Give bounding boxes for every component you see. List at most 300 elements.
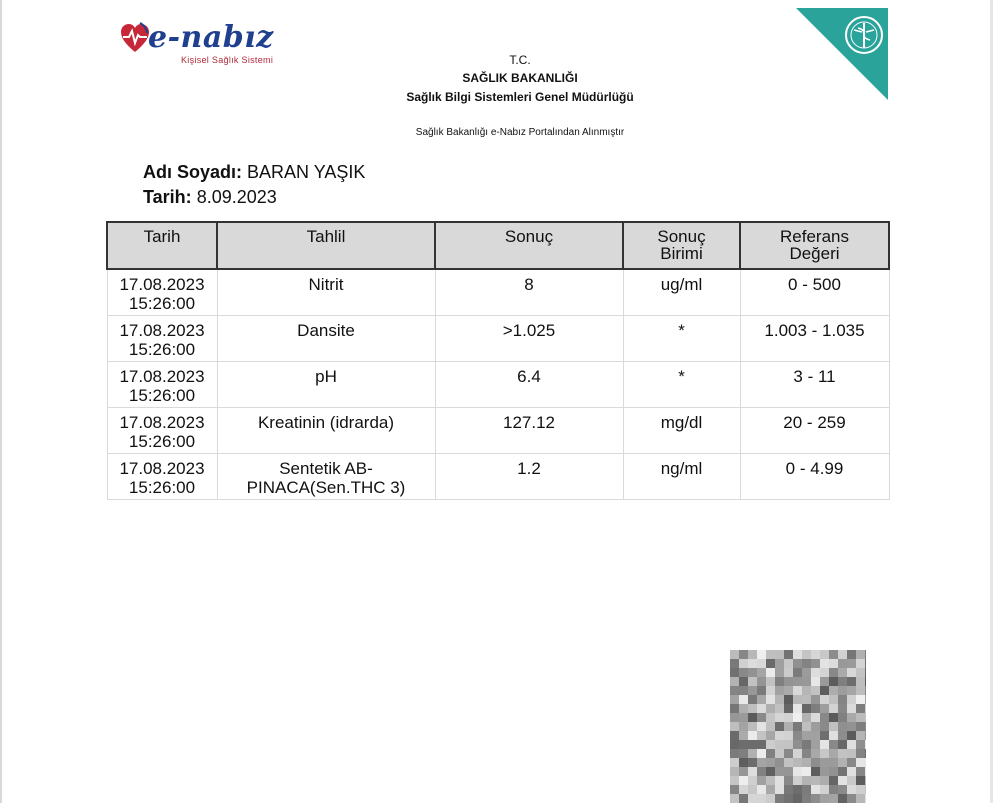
qr-pixel [757,758,766,767]
qr-pixel [802,659,811,668]
qr-pixel [811,758,820,767]
qr-pixel [739,695,748,704]
qr-pixel [856,740,865,749]
qr-pixel [811,767,820,776]
qr-pixel [856,650,865,659]
qr-pixel [748,767,757,776]
qr-pixel [793,785,802,794]
qr-pixel [820,722,829,731]
qr-pixel [856,686,865,695]
qr-pixel [811,704,820,713]
patient-name: BARAN YAŞIK [247,162,366,182]
qr-pixel [829,731,838,740]
qr-pixel [748,740,757,749]
cell-test: Nitrit [217,269,435,316]
qr-pixel [847,749,856,758]
qr-pixel [739,722,748,731]
qr-pixel [748,785,757,794]
qr-pixel [766,677,775,686]
qr-pixel [811,785,820,794]
patient-date: 8.09.2023 [196,187,277,207]
table-row [107,408,889,454]
qr-pixel [829,740,838,749]
qr-pixel [748,668,757,677]
table-row [107,454,889,500]
qr-pixel [856,695,865,704]
qr-pixel [793,767,802,776]
qr-pixel [775,695,784,704]
qr-pixel [838,686,847,695]
qr-pixel [802,668,811,677]
qr-pixel [811,740,820,749]
qr-pixel [865,668,866,677]
qr-pixel [829,785,838,794]
qr-pixel [838,668,847,677]
qr-pixel [838,695,847,704]
qr-pixel [766,650,775,659]
qr-pixel [820,695,829,704]
qr-pixel [775,758,784,767]
qr-pixel [793,686,802,695]
qr-pixel [829,659,838,668]
qr-pixel [766,695,775,704]
qr-pixel [811,677,820,686]
qr-pixel [847,686,856,695]
cell-result: 6.4 [435,362,623,408]
cell-reference: 1.003 - 1.035 [740,316,889,362]
qr-pixel [811,686,820,695]
qr-pixel [820,758,829,767]
cell-date: 17.08.2023 15:26:00 [107,316,217,362]
qr-pixel [775,785,784,794]
qr-pixel [730,677,739,686]
qr-pixel [739,749,748,758]
qr-pixel [757,713,766,722]
qr-pixel [838,704,847,713]
qr-pixel [757,659,766,668]
qr-pixel [775,668,784,677]
qr-pixel [865,758,866,767]
cell-test: Sentetik AB- PINACA(Sen.THC 3) [217,454,435,500]
cell-unit: ug/ml [623,269,740,316]
qr-pixel [829,713,838,722]
logo-tagline: Kişisel Sağlık Sistemi [181,55,274,65]
qr-pixel [847,650,856,659]
qr-pixel [847,668,856,677]
qr-pixel [748,650,757,659]
qr-pixel [847,695,856,704]
qr-pixel [793,677,802,686]
qr-pixel [766,713,775,722]
qr-pixel [802,749,811,758]
qr-pixel [847,713,856,722]
cell-date: 17.08.2023 15:26:00 [107,269,217,316]
cell-date: 17.08.2023 15:26:00 [107,454,217,500]
qr-pixel [820,677,829,686]
qr-pixel [757,668,766,677]
qr-pixel [802,722,811,731]
qr-pixel [775,740,784,749]
qr-pixel [730,785,739,794]
qr-pixel [802,758,811,767]
qr-pixel [820,785,829,794]
qr-pixel [730,695,739,704]
qr-pixel [757,677,766,686]
qr-pixel [856,785,865,794]
qr-pixel [757,650,766,659]
qr-pixel [811,668,820,677]
qr-pixel [865,695,866,704]
cell-unit: * [623,362,740,408]
qr-pixel [784,758,793,767]
qr-pixel [838,776,847,785]
qr-pixel [793,695,802,704]
header-directorate: Sağlık Bilgi Sistemleri Genel Müdürlüğü [406,90,634,104]
qr-pixel [811,695,820,704]
qr-pixel [730,740,739,749]
qr-pixel [730,758,739,767]
qr-pixel [757,740,766,749]
qr-pixel [784,704,793,713]
qr-pixel [757,785,766,794]
qr-pixel [748,704,757,713]
qr-pixel [838,794,847,803]
qr-pixel [730,713,739,722]
qr-pixel [847,767,856,776]
qr-pixel [730,686,739,695]
qr-pixel [766,731,775,740]
qr-pixel [775,767,784,776]
qr-pixel [829,650,838,659]
qr-pixel [775,776,784,785]
qr-pixel [784,740,793,749]
qr-pixel [829,758,838,767]
qr-pixel [766,767,775,776]
qr-pixel [757,776,766,785]
qr-pixel [784,776,793,785]
qr-pixel [766,659,775,668]
qr-pixel [811,713,820,722]
qr-pixel [856,767,865,776]
qr-pixel [829,722,838,731]
qr-pixel [766,740,775,749]
qr-pixel [838,749,847,758]
qr-pixel [856,659,865,668]
qr-pixel [865,749,866,758]
cell-unit: * [623,316,740,362]
qr-pixel [784,695,793,704]
qr-pixel [739,785,748,794]
qr-pixel [865,785,866,794]
page-edge-left [0,0,2,803]
qr-pixel [793,758,802,767]
qr-pixel [820,740,829,749]
qr-pixel [811,722,820,731]
qr-pixel [856,668,865,677]
qr-pixel [766,722,775,731]
qr-pixel [865,776,866,785]
qr-pixel [820,650,829,659]
qr-pixel [739,668,748,677]
qr-pixel [847,722,856,731]
qr-pixel [802,686,811,695]
heart-pulse-icon [120,21,150,55]
qr-pixel [793,776,802,785]
qr-pixel [838,758,847,767]
qr-pixel [802,776,811,785]
qr-pixel [748,758,757,767]
qr-pixel [757,686,766,695]
cell-test: Kreatinin (idrarda) [217,408,435,454]
qr-pixel [838,722,847,731]
qr-pixel [730,731,739,740]
qr-pixel [748,677,757,686]
qr-pixel [838,767,847,776]
qr-pixel [757,695,766,704]
qr-pixel [739,686,748,695]
cell-unit: ng/ml [623,454,740,500]
header-tc: T.C. [509,53,531,67]
qr-pixel [757,704,766,713]
qr-pixel [793,659,802,668]
cell-reference: 20 - 259 [740,408,889,454]
qr-pixel [766,758,775,767]
qr-pixel [847,659,856,668]
qr-pixel [865,731,866,740]
qr-pixel [838,731,847,740]
qr-pixel [775,794,784,803]
qr-pixel [802,731,811,740]
qr-pixel [739,740,748,749]
qr-pixel [775,749,784,758]
qr-pixel [847,794,856,803]
patient-name-label: Adı Soyadı: [143,162,243,182]
qr-pixel [865,767,866,776]
cell-reference: 0 - 500 [740,269,889,316]
qr-pixel [847,785,856,794]
qr-pixel [811,659,820,668]
qr-pixel [739,758,748,767]
cell-unit: mg/dl [623,408,740,454]
qr-pixel [838,785,847,794]
qr-pixel [829,767,838,776]
qr-pixel [865,650,866,659]
qr-pixel [802,767,811,776]
qr-pixel [856,776,865,785]
qr-pixel [829,677,838,686]
qr-pixel [811,731,820,740]
qr-pixel [784,650,793,659]
qr-pixel [820,704,829,713]
qr-pixel [739,677,748,686]
qr-pixel [739,704,748,713]
qr-pixel [784,686,793,695]
header-ministry: SAĞLIK BAKANLIĞI [462,71,578,85]
qr-pixel [811,776,820,785]
qr-pixel [811,749,820,758]
qr-pixel [766,686,775,695]
table-row [107,362,889,408]
qr-pixel [784,722,793,731]
table-row [107,316,889,362]
qr-pixel [820,749,829,758]
qr-pixel [856,749,865,758]
qr-pixel [865,659,866,668]
qr-pixel [775,713,784,722]
qr-pixel [829,704,838,713]
cell-date: 17.08.2023 15:26:00 [107,362,217,408]
qr-pixel [748,713,757,722]
qr-pixel [766,704,775,713]
qr-pixel [838,740,847,749]
qr-pixel [757,794,766,803]
qr-pixel [847,758,856,767]
cell-reference: 0 - 4.99 [740,454,889,500]
qr-pixel [730,776,739,785]
qr-pixel [838,677,847,686]
qr-pixel [748,722,757,731]
qr-pixel [730,767,739,776]
qr-pixel [730,749,739,758]
qr-pixel [730,668,739,677]
qr-pixel [865,704,866,713]
qr-pixel [775,650,784,659]
qr-pixel [793,794,802,803]
column-header-test: Tahlil [217,222,435,269]
qr-pixel [838,713,847,722]
qr-pixel [766,749,775,758]
qr-pixel [775,677,784,686]
qr-pixel [793,704,802,713]
qr-pixel [820,794,829,803]
logo-brand-text: e-nabız [148,20,274,55]
qr-pixel [847,677,856,686]
qr-pixel [766,668,775,677]
cell-reference: 3 - 11 [740,362,889,408]
qr-pixel [757,767,766,776]
qr-pixel [775,704,784,713]
qr-pixel [856,677,865,686]
qr-pixel [793,722,802,731]
column-header-reference: Referans Değeri [740,222,889,269]
lab-results-table [106,221,890,500]
qr-pixel [847,740,856,749]
qr-pixel [829,668,838,677]
qr-pixel [784,767,793,776]
qr-pixel [793,731,802,740]
qr-pixel [802,677,811,686]
qr-pixel [802,695,811,704]
cell-date: 17.08.2023 15:26:00 [107,408,217,454]
qr-pixel [784,713,793,722]
qr-pixel [793,749,802,758]
qr-pixel [766,776,775,785]
qr-pixel [793,740,802,749]
qr-pixel [856,704,865,713]
qr-pixel [748,686,757,695]
cell-result: 8 [435,269,623,316]
qr-pixel [847,776,856,785]
qr-pixel [865,722,866,731]
qr-pixel [748,659,757,668]
qr-pixel [829,686,838,695]
qr-pixel [820,668,829,677]
qr-pixel [766,794,775,803]
qr-pixel [730,650,739,659]
qr-pixel [802,740,811,749]
qr-pixel [757,731,766,740]
qr-pixel [847,731,856,740]
qr-pixel [793,650,802,659]
qr-pixel [775,731,784,740]
patient-name-line [143,162,365,183]
qr-pixel [802,704,811,713]
qr-pixel [829,776,838,785]
qr-pixel [784,731,793,740]
qr-pixel [757,722,766,731]
qr-pixel [802,713,811,722]
qr-code-icon [730,650,866,803]
qr-pixel [865,677,866,686]
qr-pixel [802,650,811,659]
qr-pixel [793,668,802,677]
qr-pixel [739,659,748,668]
qr-pixel [811,794,820,803]
qr-pixel [775,659,784,668]
qr-pixel [865,713,866,722]
qr-pixel [856,731,865,740]
qr-pixel [865,686,866,695]
qr-pixel [784,749,793,758]
qr-pixel [820,686,829,695]
qr-pixel [748,731,757,740]
qr-pixel [739,731,748,740]
qr-pixel [784,677,793,686]
qr-pixel [820,767,829,776]
qr-pixel [784,668,793,677]
table-header-row [107,222,889,269]
column-header-date: Tarih [107,222,217,269]
patient-date-line [143,187,277,208]
qr-pixel [730,722,739,731]
cell-result: 127.12 [435,408,623,454]
qr-pixel [784,785,793,794]
table-row [107,269,889,316]
qr-pixel [757,749,766,758]
column-header-unit: Sonuç Birimi [623,222,740,269]
qr-pixel [865,740,866,749]
qr-pixel [847,704,856,713]
qr-pixel [730,794,739,803]
qr-pixel [820,731,829,740]
qr-pixel [793,713,802,722]
qr-pixel [784,659,793,668]
qr-pixel [811,650,820,659]
qr-pixel [829,749,838,758]
qr-pixel [856,758,865,767]
qr-pixel [748,695,757,704]
qr-pixel [730,704,739,713]
cell-test: pH [217,362,435,408]
qr-pixel [820,659,829,668]
qr-pixel [838,650,847,659]
qr-pixel [739,713,748,722]
cell-test: Dansite [217,316,435,362]
qr-pixel [748,776,757,785]
qr-pixel [784,794,793,803]
qr-pixel [739,650,748,659]
qr-pixel [766,785,775,794]
